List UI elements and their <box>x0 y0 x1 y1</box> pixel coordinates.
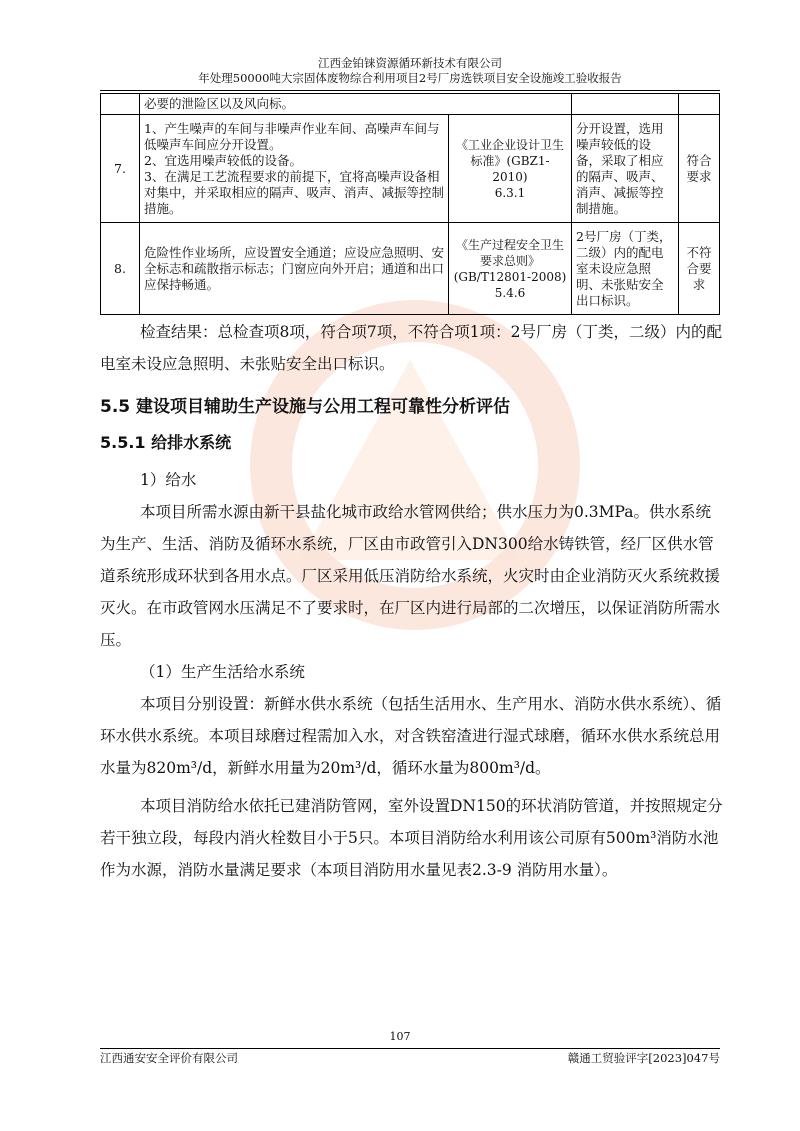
header-divider <box>100 90 720 91</box>
footer-company: 江西通安安全评价有限公司 <box>100 1051 238 1065</box>
row-requirement: 危险性作业场所，应设置安全通道；应设应急照明、安全标志和疏散指示标志；门窗应向外开启；通道和出口应保持畅通。 <box>140 223 449 315</box>
row-requirement: 1、产生噪声的车间与非噪声作业车间、高噪声车间与低噪声车间应分开设置。 2、宜选用噪声较低的设备。 3、在满足工艺流程要求的前提下，宜将高噪声设备相对集中，并采取相应的隔声、吸声、消声、减振等控制措施。 <box>140 115 449 223</box>
row-reference: 《工业企业设计卫生标准》(GBZ1-2010) 6.3.1 <box>449 115 572 223</box>
table-cell <box>101 94 140 115</box>
row-number: 8. <box>101 223 140 315</box>
page-number: 107 <box>389 1030 411 1043</box>
paragraph-water-source: 本项目所需水源由新干县盐化城市政给水管网供给；供水压力为0.3MPa。供水系统为生产、生活、消防及循环水系统，厂区由市政管引入DN300给水铸铁管，经厂区供水管道系统形成环状到各用水点。厂区采用低压消防给水系统，火灾时由企业消防灭火系统救援灭火。在市政管网水压满足不了要求时，在厂区内进行局部的二次增压，以保证消防所需水压。 <box>100 503 721 649</box>
section-heading: 5.5 建设项目辅助生产设施与公用工程可靠性分析评估 <box>100 397 511 417</box>
row-status: 符合要求 <box>679 115 720 223</box>
item-water-supply: 1）给水 <box>140 471 197 489</box>
row-measure: 分开设置，选用噪声较低的设备，采取了相应的隔声、吸声、消声、减振等控制措施。 <box>572 115 679 223</box>
page-header <box>100 56 720 86</box>
paragraph-fire-water: 本项目消防给水依托已建消防管网，室外设置DN150的环状消防管道，并按照规定分若干独立段，每段内消火栓数目小于5只。本项目消防给水利用该公司原有500m³消防水池作为水源，消防水量满足要求（本项目消防用水量见表2.3-9 消防用水量）。 <box>100 797 723 879</box>
table-row <box>101 94 720 115</box>
subsection-heading: 5.5.1 给排水系统 <box>100 433 232 452</box>
row-measure: 2号厂房（丁类，二级）内的配电室未设应急照明、未张贴安全出口标识。 <box>572 223 679 315</box>
footer-report-number: 赣通工贸验评字[2023]047号 <box>567 1051 720 1065</box>
row-reference: 《生产过程安全卫生要求总则》 (GB/T12801-2008) 5.4.6 <box>449 223 572 315</box>
header-report-title: 年处理50000吨大宗固体废物综合利用项目2号厂房选铁项目安全设施竣工验收报告 <box>198 71 622 85</box>
table-row <box>101 223 720 315</box>
header-company: 江西金铂铼资源循环新技术有限公司 <box>318 56 502 70</box>
body-content <box>100 464 726 886</box>
check-result: 检查结果：总检查项8项，符合项7项，不符合项1项：2号厂房（丁类，二级）内的配电室未设应急照明、未张贴安全出口标识。 <box>100 323 722 373</box>
table-row <box>101 115 720 223</box>
table-cell <box>679 94 720 115</box>
table-cell: 必要的泄险区以及风向标。 <box>140 94 572 115</box>
check-result-block <box>100 316 726 380</box>
paragraph-production-living: 本项目分别设置：新鲜水供水系统（包括生活用水、生产用水、消防水供水系统）、循环水供水系统。本项目球磨过程需加入水，对含铁窑渣进行湿式球磨，循环水供水系统总用水量为820m³/d，新鲜水用量为20m³/d，循环水量为800m³/d。 <box>100 695 722 777</box>
row-status: 不符合要求 <box>679 223 720 315</box>
row-number: 7. <box>101 115 140 223</box>
requirements-table <box>100 93 720 315</box>
footer-divider <box>100 1048 720 1049</box>
table-cell <box>572 94 679 115</box>
item-production-living: （1）生产生活给水系统 <box>140 663 305 681</box>
